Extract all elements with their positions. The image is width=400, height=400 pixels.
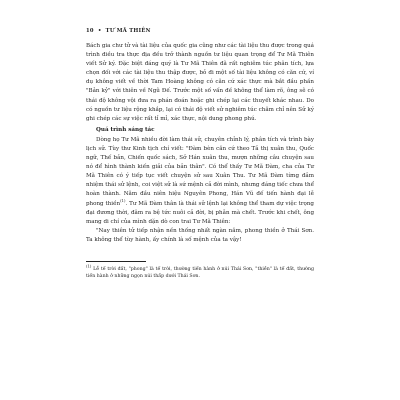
header-separator: •: [97, 28, 102, 34]
paragraph-family-history: [86, 136, 314, 227]
paragraph-family-history-text: Dòng họ Tư Mã nhiều đời làm thái sử, chuyên chỉnh lý, phân tích và trình bày lịch sử. Tùy thư Kinh tịch chí viết: "Đàm bèn căn cứ theo Tả thị xuân thu, Quốc ngữ, Thế bản, Chiến quốc sách, Sở Hán xuân thu, mượn những câu chuyện sau nó để hình thành kiến giải của bản thân". Có thể thấy Tư Mã Đàm, cha của Tư Mã Thiên có ý tiếp tục viết chuyện sử sau Xuân Thu. Tư Mã Đàm từng đảm nhiệm thái sử lệnh, coi việt sử là sứ mệnh cả đời mình, nhưng đáng tiếc chưa thể hoàn thành. Năm đầu niên hiệu Nguyên Phong, Hán Vũ đế tiến hành đại lễ phong thiền: [86, 136, 314, 207]
footnote: [86, 263, 314, 280]
running-header: [86, 28, 314, 34]
paragraph-quote: "Nay thiên tử tiếp nhận nền thống nhất ngàn năm, phong thiền ở Thái Sơn. Ta không thể tùy hành, ấy chính là số mệnh của ta vậy!: [86, 227, 314, 243]
footnote-divider: [86, 261, 146, 262]
paragraph-family-history-tail: . Tư Mã Đàm thân là thái sử lệnh lại không thể tham dự việc trọng đại đương thời, đâm ra bệ tức nuôi cả đời, bị phẫn mà chết. Trước khi chết, ông mang di chí của mình dặn dò con trai Tư Mã Thiên:: [86, 200, 314, 225]
footnote-marker: (1): [86, 263, 92, 269]
page-number: 10: [86, 28, 94, 34]
book-title: TƯ MÃ THIÊN: [105, 28, 151, 34]
paragraph-sources: Bách gia chư tử và tài liệu của quốc gia cũng như các tài liệu thu được trong quá trình điều tra thực địa đều trở thành nguồn tư liệu quan trọng để Tư Mã Thiên viết Sử ký. Đặc biệt đáng quý là Tư Mã Thiên đã rất nghiêm túc phân tích, lựa chọn đối với các tài liệu thu thập được, bỏ đi một số tài liệu không có căn cứ, ví dụ không viết về thời Tam Hoàng không có căn cứ xác thực mà bắt đầu phần "Bản kỷ" với thiên về Ngũ Đế. Trước một số vấn đề không thể làm rõ, ông sẽ có thái độ không vội đưa ra phán đoán hoặc ghi chép lại các thuyết khác nhau. Do có nguồn tư liệu rộng khắp, lại có thái độ viết sử nghiêm túc chăm chỉ nên Sử ký ghi chép các sự việc rất tỉ mỉ, xác thực, nội dung phong phú.: [86, 43, 314, 122]
section-heading: Quá trình sáng tác: [96, 126, 155, 133]
footnote-reference: (1): [120, 197, 126, 203]
footnote-text: Lễ tế trời đất, "phong" là tế trời, thường tiến hành ở núi Thái Sơn, "thiền" là tế đất, thường tiến hành ở những ngọn núi thấp dưới Thái Sơn.: [86, 266, 314, 279]
